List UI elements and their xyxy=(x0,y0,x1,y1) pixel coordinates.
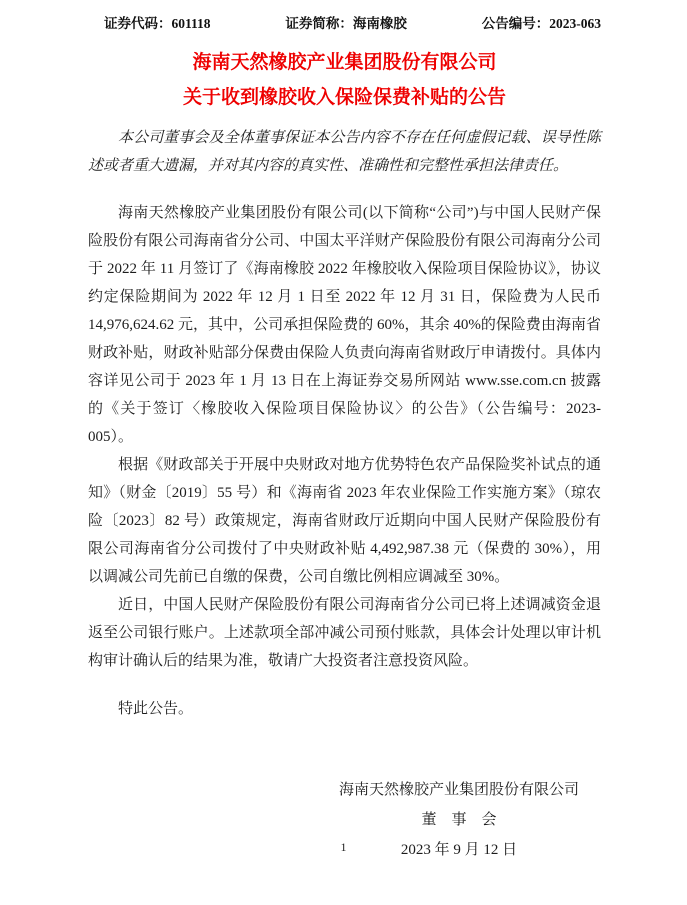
document-title: 海南天然橡胶产业集团股份有限公司 xyxy=(192,52,497,73)
stock-code-label: 证券代码： xyxy=(104,16,172,31)
announcement-number-item xyxy=(482,14,601,34)
stock-code-value: 601118 xyxy=(171,16,211,31)
announcement-body xyxy=(88,199,601,675)
body-paragraph-2: 根据《财政部关于开展中央财政对地方优势特色农产品保险奖补试点的通知》（财金〔2019〕55 号）和《海南省 2023 年农业保险工作实施方案》（琼农险〔2023〕82 号）政策规定，海南省财政厅近期向中国人民财产保险股份有限公司海南省分公司拨付了中央财政补贴 4,492,987.38 元（保费的 30%），用以调减公司先前已自缴的保费，公司自缴比例相应调减至 30%。 xyxy=(88,457,601,585)
body-paragraph-1: 海南天然橡胶产业集团股份有限公司(以下简称“公司”)与中国人民财产保险股份有限公司海南省分公司、中国太平洋财产保险股份有限公司海南分公司于 2022 年 11 月签订了《海南橡胶 2022 年橡胶收入保险项目保险协议》，协议约定保险期间为 2022 年 12 月 1 日至 2022 年 12 月 31 日，保险费为人民币 14,976,624.62 元，其中，公司承担保险费的 60%，其余 40%的保险费由海南省财政补贴，财政补贴部分保费由保险人负责向海南省财政厅申请拨付。具体内容详见公司于 2023 年 1 月 13 日在上海证券交易所网站 www.sse.com.cn 披露的《关于签订〈橡胶收入保险项目保险协议〉的公告》（公告编号：2023-005）。 xyxy=(88,205,601,445)
document-subtitle: 关于收到橡胶收入保险保费补贴的公告 xyxy=(182,87,506,108)
signature-board: 董 事 会 xyxy=(421,812,497,828)
body-paragraph-3: 近日，中国人民财产保险股份有限公司海南省分公司已将上述调减资金退返至公司银行账户。上述款项全部冲减公司预付账款，具体会计处理以审计机构审计确认后的结果为准，敬请广大投资者注意投资风险。 xyxy=(88,597,601,669)
closing-line: 特此公告。 xyxy=(118,701,194,717)
signature-company: 海南天然橡胶产业集团股份有限公司 xyxy=(338,782,579,798)
stock-name-label: 证券简称： xyxy=(285,16,353,31)
stock-code-item xyxy=(104,14,211,34)
stock-name-value: 海南橡胶 xyxy=(352,16,407,31)
stock-name-item xyxy=(285,14,407,34)
announcement-number-value: 2023-063 xyxy=(549,16,601,31)
document-header xyxy=(88,14,601,34)
signature-date: 2023 年 9 月 12 日 xyxy=(400,842,518,858)
board-statement: 本公司董事会及全体董事保证本公告内容不存在任何虚假记载、误导性陈述或者重大遗漏，并对其内容的真实性、准确性和完整性承担法律责任。 xyxy=(88,130,601,174)
announcement-number-label: 公告编号： xyxy=(481,16,550,31)
page-number: 1 xyxy=(340,840,347,854)
